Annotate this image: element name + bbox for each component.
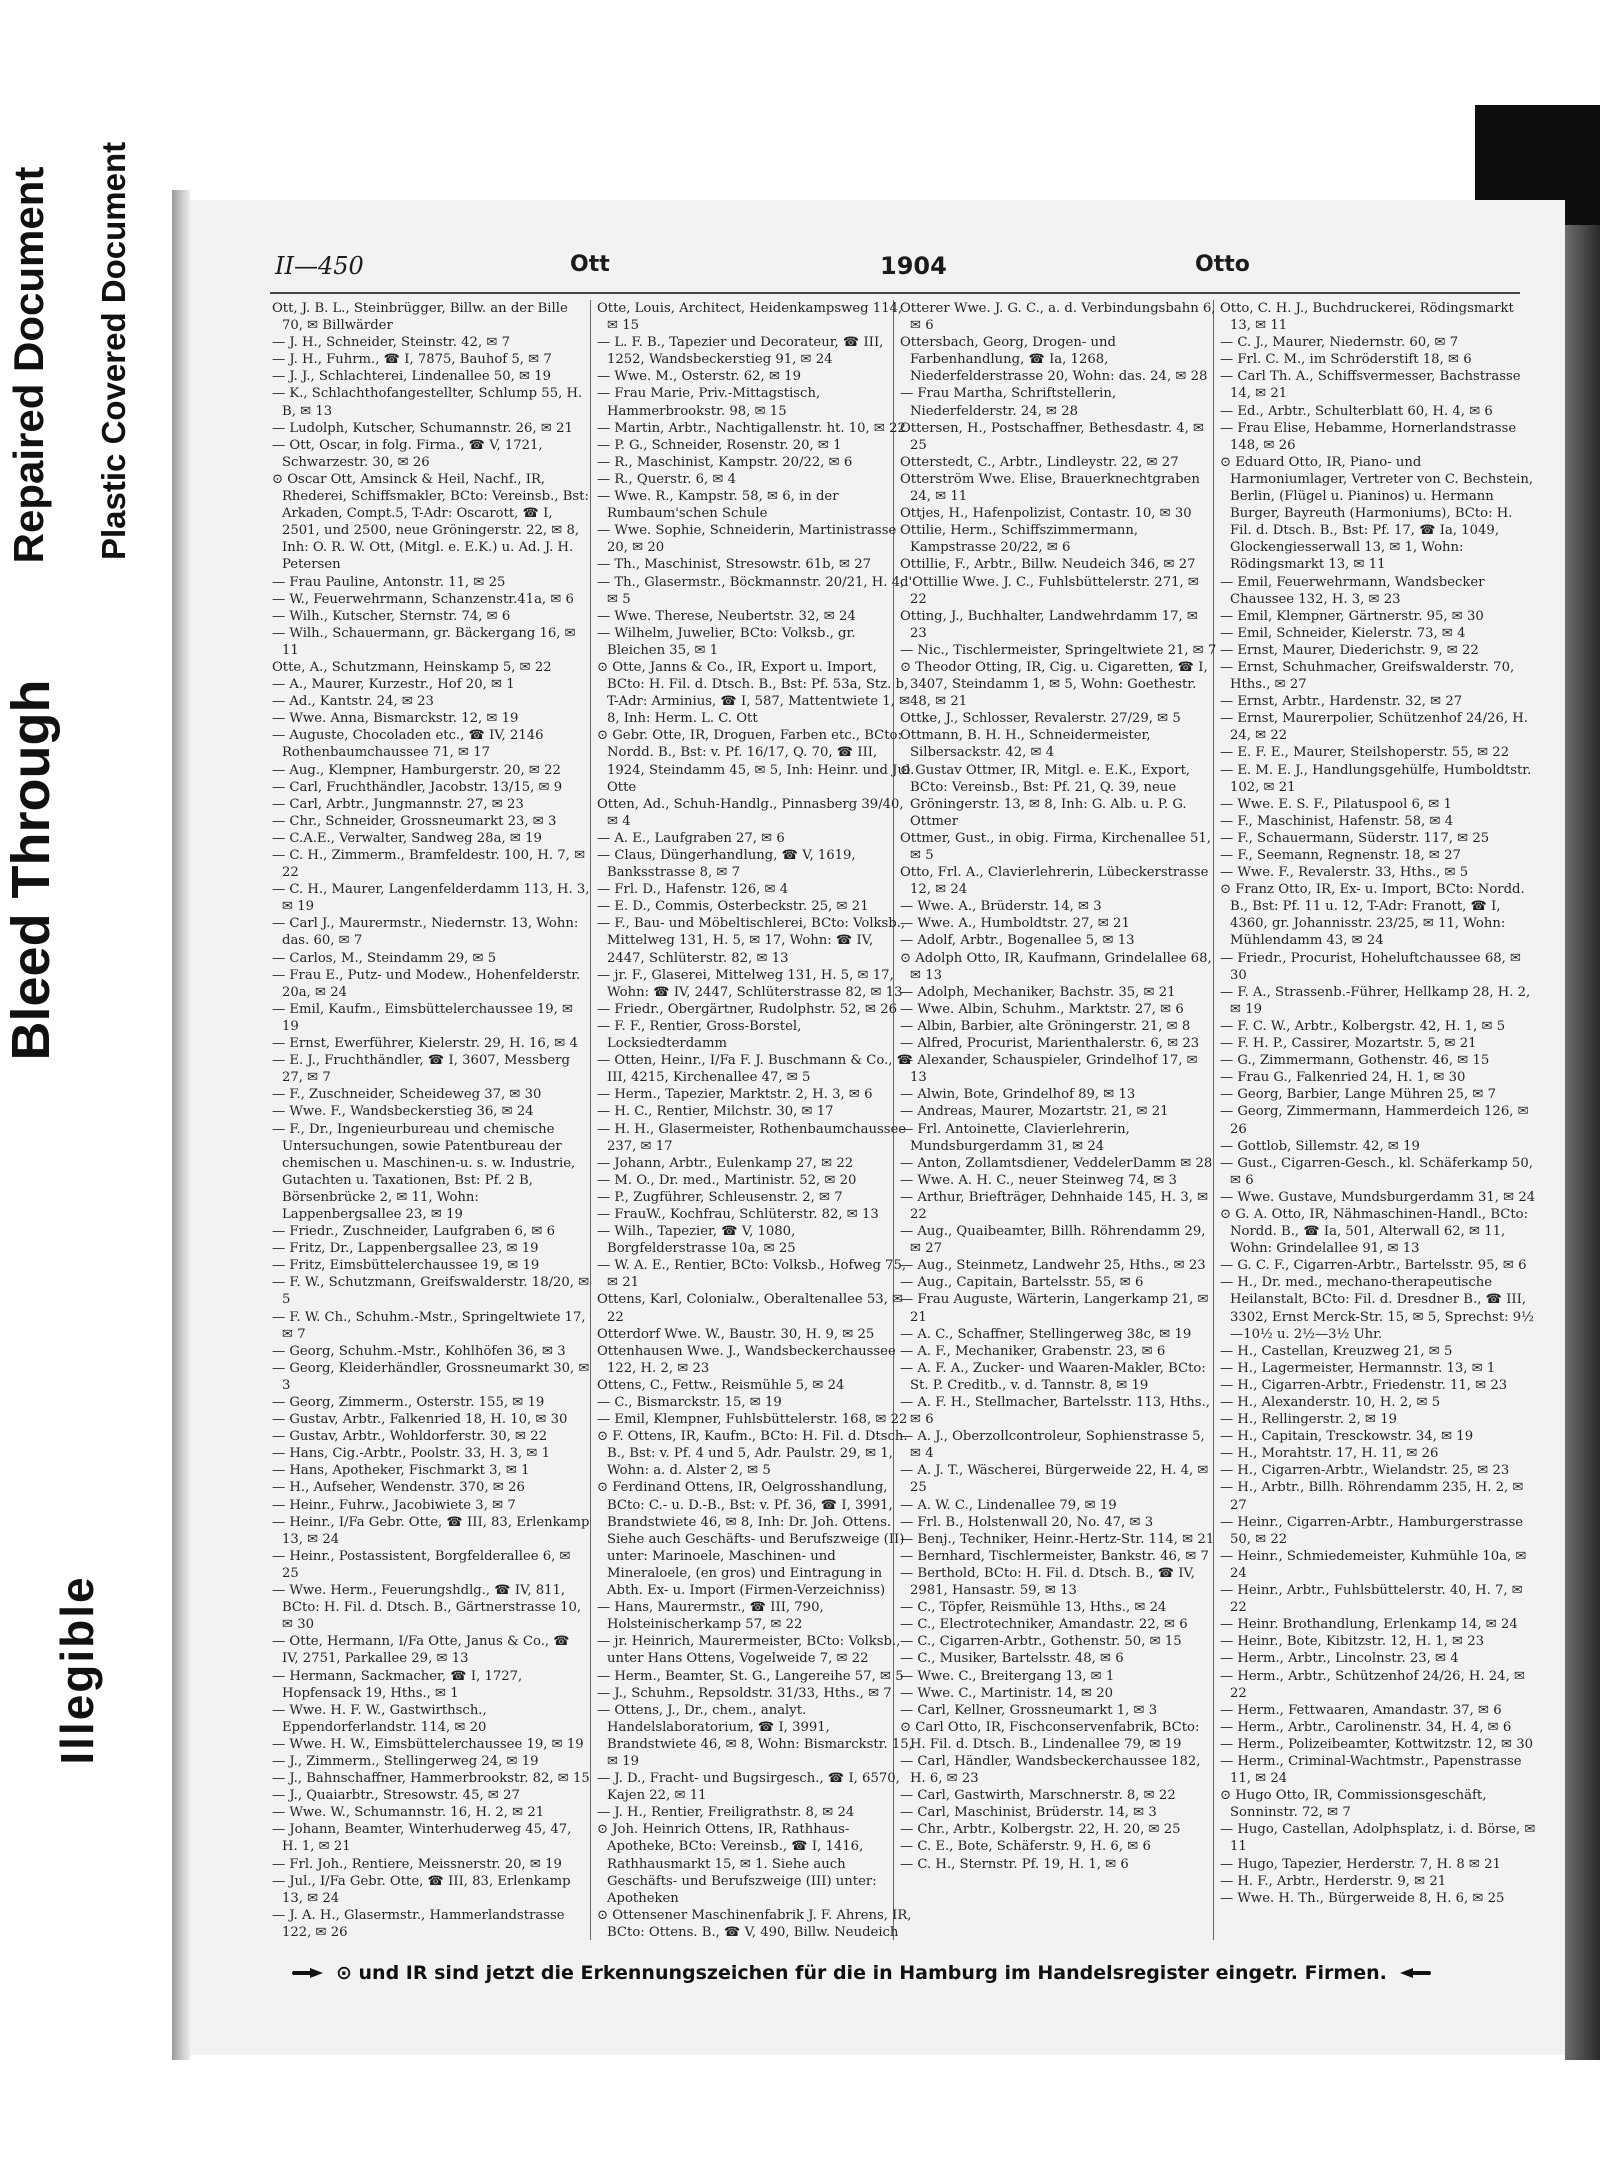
directory-entry: — Herm., Fettwaaren, Amandastr. 37, ✉ 6 [1220,1702,1502,1718]
directory-entry: Otterström Wwe. Elise, Brauerknechtgraben 24, ✉ 11 [900,471,1200,505]
directory-entry: ⊙ Oscar Ott, Amsinck & Heil, Nachf., IR, Rhederei, Schiffsmakler, BCto: Vereinsb., Bst: Arkaden, Compt.5, T-Adr: Oscarott, ☎ I, 2501, und 2500, neue Gröningerstr. 22, ✉ 8, Inh: O. R. W. Ott, (Mitgl. e. E.K.) u. Ad. J. H. Petersen [272,471,589,573]
directory-entry: — Carl, Maschinist, Brüderstr. 14, ✉ 3 [900,1805,1157,1821]
directory-column-4 [1220,300,1538,1940]
scan-edge [172,190,190,2060]
directory-entry: — Frau Auguste, Wärterin, Langerkamp 21, ✉ 21 [900,1292,1209,1325]
directory-entry: — C.A.E., Verwalter, Sandweg 28a, ✉ 19 [272,830,542,846]
directory-entry: — Ernst, Ewerführer, Kielerstr. 29, H. 16, ✉ 4 [272,1036,578,1052]
plastic-covered-label: Plastic Covered Document [95,141,132,560]
directory-entry: — H., Cigarren-Arbtr., Wielandstr. 25, ✉ 23 [1220,1463,1510,1479]
directory-entry: — F., Seemann, Regnenstr. 18, ✉ 27 [1220,848,1461,863]
directory-entry: — E. J., Fruchthändler, ☎ I, 3607, Messberg 27, ✉ 7 [272,1053,570,1086]
directory-entry: — Herm., Polizeibeamter, Kottwitzstr. 12, ✉ 30 [1220,1736,1533,1752]
directory-entry: Ottke, J., Schlosser, Revalerstr. 27/29, ✉ 5 [900,711,1181,727]
directory-entry: — C., Töpfer, Reismühle 13, Hths., ✉ 24 [900,1600,1167,1616]
directory-entry: — Carlos, M., Steindamm 29, ✉ 5 [272,950,497,966]
directory-entry: — Ludolph, Kutscher, Schumannstr. 26, ✉ 21 [272,420,573,436]
directory-entry: Ottens, C., Fettw., Reismühle 5, ✉ 24 [597,1377,845,1393]
directory-entry: — Herm., Arbtr., Schützenhof 24/26, H. 24, ✉ 22 [1220,1668,1526,1701]
directory-entry: — A. F. A., Zucker- und Waaren-Makler, BCto: St. P. Creditb., v. d. Tannstr. 8, ✉ 19 [900,1360,1206,1393]
directory-entry: — H., Capitain, Tresckowstr. 34, ✉ 19 [1220,1429,1474,1445]
directory-entry: — Benj., Techniker, Heinr.-Hertz-Str. 114, ✉ 21 [900,1531,1215,1547]
annotation-strip [0,0,165,2177]
directory-entry: — Wwe. F., Wandsbeckerstieg 36, ✉ 24 [272,1104,534,1120]
directory-entry: — Emil, Kaufm., Eimsbüttelerchaussee 19, ✉ 19 [272,1001,574,1034]
directory-entry: ⊙ Theodor Otting, IR, Cig. u. Cigaretten, ☎ I, 3407, Steindamm 1, ✉ 5, Wohn: Goethestr. 48, ✉ 21 [900,659,1208,710]
directory-entry: — C. H., Maurer, Langenfelderdamm 113, H. 3, ✉ 19 [272,882,590,915]
directory-entry: — Aug., Steinmetz, Landwehr 25, Hths., ✉ 23 [900,1258,1206,1274]
directory-entry: — Wwe. A. H. C., neuer Steinweg 74, ✉ 3 [900,1172,1177,1188]
directory-entry: ⊙ Ottensener Maschinenfabrik J. F. Ahrens, IR, BCto: Ottens. B., ☎ V, 490, Billw. Neudeich [597,1907,912,1940]
directory-entry: ⊙ Gustav Ottmer, IR, Mitgl. e. E.K., Export, BCto: Vereinsb., Bst: Pf. 21, Q. 39, neue Gröningerstr. 13, ✉ 8, Inh: G. Alb. u. P. G. Ottmer [900,762,1191,829]
directory-entry: — Andreas, Maurer, Mozartstr. 21, ✉ 21 [900,1104,1169,1120]
directory-entry: — Heinr., Cigarren-Arbtr., Hamburgerstrasse 50, ✉ 22 [1220,1514,1524,1547]
directory-entry: — Jul., I/Fa Gebr. Otte, ☎ III, 83, Erlenkamp 13, ✉ 24 [272,1873,571,1906]
directory-entry: ⊙ F. Ottens, IR, Kaufm., BCto: H. Fil. d. Dtsch. B., Bst: v. Pf. 4 und 5, Adr. Paulstr. 29, ✉ 1, Wohn: a. d. Alster 2, ✉ 5 [597,1429,908,1479]
directory-entry: — Wwe. H. F. W., Gastwirthsch., Eppendorferlandstr. 114, ✉ 20 [272,1702,487,1735]
directory-entry: — Frau G., Falkenried 24, H. 1, ✉ 30 [1220,1070,1466,1086]
directory-entry: — Th., Maschinist, Stresowstr. 61b, ✉ 27 [597,557,872,573]
directory-entry: — H., Dr. med., mechano-therapeutische Heilanstalt, BCto: Fil. d. Dresdner B., ☎ III, 3302, Ernst Merck-Str. 15, ✉ 5, Sprechst: 9½—10½ u. 2½—3½ Uhr. [1220,1275,1534,1342]
directory-entry: — Georg, Zimmerm., Osterstr. 155, ✉ 19 [272,1395,545,1410]
directory-entry: — Emil, Feuerwehrmann, Wandsbecker Chaussee 132, H. 3, ✉ 23 [1220,574,1485,607]
directory-entry: — FrauW., Kochfrau, Schlüterstr. 82, ✉ 13 [597,1206,879,1222]
directory-entry: — Fritz, Dr., Lappenbergsallee 23, ✉ 19 [272,1241,539,1257]
directory-entry: — Ed., Arbtr., Schulterblatt 60, H. 4, ✉ 6 [1220,403,1493,419]
directory-entry: — H., Morahtstr. 17, H. 11, ✉ 26 [1220,1446,1439,1462]
directory-entry: — Carl, Fruchthändler, Jacobstr. 13/15, ✉ 9 [272,779,563,795]
directory-entry: Otterstedt, C., Arbtr., Lindleystr. 22, ✉ 27 [900,454,1179,470]
directory-entry: Otterdorf Wwe. W., Baustr. 30, H. 9, ✉ 25 [597,1326,875,1342]
directory-entry: — A. F., Mechaniker, Grabenstr. 23, ✉ 6 [900,1343,1166,1359]
directory-entry: — Carl, Händler, Wandsbeckerchaussee 182, H. 6, ✉ 23 [900,1753,1201,1787]
directory-entry: — Georg, Barbier, Lange Mühren 25, ✉ 7 [1220,1087,1496,1103]
directory-entry: — Wwe. Therese, Neubertstr. 32, ✉ 24 [597,608,856,624]
directory-entry: — Hugo, Castellan, Adolphsplatz, i. d. Börse, ✉ 11 [1220,1822,1536,1855]
directory-entry: — J. D., Fracht- und Bugsirgesch., ☎ I, 6570, Kajen 22, ✉ 11 [597,1771,900,1804]
directory-entry: ⊙ Eduard Otto, IR, Piano- und Harmoniumlager, Vertreter von C. Bechstein, Berlin, (Flügel u. Pianinos) u. Hermann Burger, Bayreuth (Harmoniums), BCto: H. Fil. d. Dtsch. B., Bst: Pf. 17, ☎ Ia, 1049, Glockengiesserwall 13, ✉ 1, Wohn: Rödingsmarkt 13, ✉ 11 [1220,454,1534,573]
directory-entry: Otterer Wwe. J. G. C., a. d. Verbindungsbahn 6, ✉ 6 [900,301,1216,334]
directory-entry: — Heinr., Postassistent, Borgfelderallee 6, ✉ 25 [272,1548,571,1581]
directory-entry: — E. F. E., Maurer, Steilshoperstr. 55, ✉ 22 [1220,745,1510,761]
directory-entry: — Frau Elise, Hebamme, Hornerlandstrasse 148, ✉ 26 [1220,420,1517,453]
directory-entry: — M. O., Dr. med., Martinistr. 52, ✉ 20 [597,1172,857,1188]
directory-entry: — Carl, Kellner, Grossneumarkt 1, ✉ 3 [900,1702,1158,1718]
directory-entry: — Carl Th. A., Schiffsvermesser, Bachstrasse 14, ✉ 21 [1220,369,1521,402]
directory-entry: — Wwe. E. S. F., Pilatuspool 6, ✉ 1 [1220,796,1452,812]
directory-entry: — H. H., Glasermeister, Rothenbaumchaussee 237, ✉ 17 [597,1121,907,1154]
directory-entry: — Wwe. A., Brüderstr. 14, ✉ 3 [900,899,1102,915]
directory-entry: Ottjes, H., Hafenpolizist, Contastr. 10, ✉ 30 [900,506,1192,522]
directory-entry: — J., Zimmerm., Stellingerweg 24, ✉ 19 [272,1753,539,1769]
directory-entry: — Gust., Cigarren-Gesch., kl. Schäferkamp 50, ✉ 6 [1220,1155,1533,1188]
directory-entry: ⊙ Joh. Heinrich Ottens, IR, Rathhaus-Apotheke, BCto: Vereinsb., ☎ I, 1416, Rathhausmarkt 15, ✉ 1. Siehe auch Geschäfts- und Berufszweige (III) unter: Apotheken [597,1822,877,1906]
directory-entry: — Carl J., Maurermstr., Niedernstr. 13, Wohn: das. 60, ✉ 7 [272,916,579,949]
directory-entry: — A. E., Laufgraben 27, ✉ 6 [597,830,785,846]
directory-entry: Otte, Louis, Architect, Heidenkampsweg 114, ✉ 15 [597,301,903,334]
directory-entry: Otten, Ad., Schuh-Handlg., Pinnasberg 39/40, ✉ 4 [597,796,904,829]
directory-entry: — Frau Marie, Priv.-Mittagstisch, Hammerbrookstr. 98, ✉ 15 [597,386,821,419]
directory-entry: — Heinr., I/Fa Gebr. Otte, ☎ III, 83, Erlenkamp 13, ✉ 24 [272,1514,590,1547]
repaired-document-label: Repaired Document [5,166,52,564]
directory-entry: — C. E., Bote, Schäferstr. 9, H. 6, ✉ 6 [900,1839,1151,1855]
directory-entry: — H., Cigarren-Arbtr., Friedenstr. 11, ✉ 23 [1220,1377,1508,1393]
directory-entry: — F. H. P., Cassirer, Mozartstr. 5, ✉ 21 [1220,1036,1477,1052]
directory-entry: — Hans, Maurermstr., ☎ III, 790, Holsteinischerkamp 57, ✉ 22 [597,1600,824,1633]
directory-entry: — Adolf, Arbtr., Bogenallee 5, ✉ 13 [900,933,1135,949]
directory-entry: — W. A. E., Rentier, BCto: Volksb., Hofweg 75, ✉ 21 [597,1258,907,1291]
directory-entry: — H., Alexanderstr. 10, H. 2, ✉ 5 [1220,1395,1441,1410]
directory-entry: — Th., Glasermstr., Böckmannstr. 20/21, H. 4, ✉ 5 [597,574,905,607]
directory-entry: — Johann, Arbtr., Eulenkamp 27, ✉ 22 [597,1155,854,1171]
directory-entry: Ottenhausen Wwe. J., Wandsbeckerchaussee 122, H. 2, ✉ 23 [597,1343,896,1376]
directory-entry: — H., Arbtr., Billh. Röhrendamm 235, H. 2, ✉ 27 [1220,1480,1524,1513]
directory-entry: — Wwe. Anna, Bismarckstr. 12, ✉ 19 [272,711,519,727]
directory-entry: — Ottens, J., Dr., chem., analyt. Handelslaboratorium, ☎ I, 3991, Brandstwiete 46, ✉ 8, Wohn: Bismarckstr. 15, ✉ 19 [597,1702,913,1769]
directory-entry: ⊙ Carl Otto, IR, Fischconservenfabrik, BCto: H. Fil. d. Dtsch. B., Lindenallee 79, ✉ 19 [900,1719,1200,1752]
directory-entry: — Herm., Tapezier, Marktstr. 2, H. 3, ✉ 6 [597,1087,873,1103]
directory-entry: — Wwe. W., Schumannstr. 16, H. 2, ✉ 21 [272,1805,545,1821]
directory-entry: — Wwe. C., Breitergang 13, ✉ 1 [900,1668,1115,1684]
directory-entry: — C. H., Zimmerm., Bramfeldestr. 100, H. 7, ✉ 22 [272,848,586,881]
directory-entry: — Hans, Apotheker, Fischmarkt 3, ✉ 1 [272,1463,530,1479]
directory-entry: — Chr., Arbtr., Kolbergstr. 22, H. 20, ✉ 25 [900,1822,1181,1838]
directory-entry: — A. J., Oberzollcontroleur, Sophienstrasse 5, ✉ 4 [900,1429,1205,1462]
directory-entry: — J., Quaiarbtr., Stresowstr. 45, ✉ 27 [272,1788,520,1804]
directory-entry: — Heinr., Bote, Kibitzstr. 12, H. 1, ✉ 23 [1220,1634,1485,1650]
illegible-label: Illegible [51,1575,103,1765]
directory-entry: — Herm., Arbtr., Carolinenstr. 34, H. 4, ✉ 6 [1220,1719,1512,1735]
directory-entry: — Frl. Joh., Rentiere, Meissnerstr. 20, ✉ 19 [272,1856,562,1872]
directory-entry: — Wwe. Sophie, Schneiderin, Martinistrasse 20, ✉ 20 [597,523,897,556]
directory-entry: Ottmer, Gust., in obig. Firma, Kirchenallee 51, ✉ 5 [900,830,1211,863]
directory-entry: — C., Electrotechniker, Amandastr. 22, ✉ 6 [900,1617,1188,1633]
scan-dark-band [1565,225,1600,2060]
footer-text: ⊙ und IR sind jetzt die Erkennungszeichen für die in Hamburg im Handelsregister eingetr. Firmen. [336,1962,1387,1984]
directory-entry: — Aug., Capitain, Bartelsstr. 55, ✉ 6 [900,1275,1144,1291]
bleed-through-label: Bleed Through [1,679,61,1061]
directory-entry: — Ernst, Maurerpolier, Schützenhof 24/26, H. 24, ✉ 22 [1220,711,1528,744]
column-divider [590,300,591,1940]
directory-entry: — Emil, Schneider, Kielerstr. 73, ✉ 4 [1220,625,1466,641]
directory-entry: — F. F., Rentier, Gross-Borstel, Locksiedterdamm [597,1018,802,1052]
directory-entry: — Wwe. Herm., Feuerungshdlg., ☎ IV, 811, BCto: H. Fil. d. Dtsch. B., Gärtnerstrasse 10, ✉ 30 [272,1583,582,1633]
directory-column-2 [597,300,915,1940]
directory-entry: — Carl, Gastwirth, Marschnerstr. 8, ✉ 22 [900,1788,1176,1804]
directory-entry: — Berthold, BCto: H. Fil. d. Dtsch. B., ☎ IV, 2981, Hansastr. 59, ✉ 13 [900,1565,1195,1599]
page-footer [290,1962,1490,1984]
directory-entry: ⊙ Gebr. Otte, IR, Droguen, Farben etc., BCto: Nordd. B., Bst: v. Pf. 16/17, Q. 70, ☎ III, 1924, Steindamm 45, ✉ 5, Inh: Heinr. und Jul. Otte [597,728,915,795]
directory-entry: — C. J., Maurer, Niedernstr. 60, ✉ 7 [1220,335,1459,351]
running-head-left: Ott [570,252,610,277]
directory-column-3 [900,300,1218,1940]
directory-entry: — A. C., Schaffner, Stellingerweg 38c, ✉ 19 [900,1326,1192,1342]
directory-entry: — Wwe. Gustave, Mundsburgerdamm 31, ✉ 24 [1220,1189,1536,1205]
directory-entry: — Emil, Klempner, Fuhlsbüttelerstr. 168, ✉ 22 [597,1412,908,1428]
directory-entry: — Aug., Klempner, Hamburgerstr. 20, ✉ 22 [272,762,561,778]
directory-entry: — Frl. B., Holstenwall 20, No. 47, ✉ 3 [900,1514,1154,1530]
directory-entry: ⊙ Franz Otto, IR, Ex- u. Import, BCto: Nordd. B., Bst: Pf. 11 u. 12, T-Adr: Franott, ☎ I, 4360, gr. Johannisstr. 23/25, ✉ 11, Wohn: Mühlendamm 43, ✉ 24 [1220,882,1525,949]
directory-entry: ⊙ Ferdinand Ottens, IR, Oelgrosshandlung, BCto: C.- u. D.-B., Bst: v. Pf. 36, ☎ I, 3991, Brandstwiete 46, ✉ 8, Inh: Dr. Joh. Ottens. Siehe auch Geschäfts- und Berufszweige (II) unter: Marinoele, Maschinen- und Mineraloele, (en gros) und Eintragung in Abth. Ex- u. Import (Firmen-Verzeichniss) [597,1480,905,1599]
directory-entry: — J. J., Schlachterei, Lindenallee 50, ✉ 19 [272,369,552,385]
pointing-hand-icon [1399,1965,1433,1981]
directory-entry: — Gottlob, Sillemstr. 42, ✉ 19 [1220,1138,1420,1154]
directory-entry: — G., Zimmermann, Gothenstr. 46, ✉ 15 [1220,1053,1490,1069]
directory-entry: — Alfred, Procurist, Marienthalerstr. 6, ✉ 23 [900,1036,1200,1052]
directory-entry: — Heinr., Schmiedemeister, Kuhmühle 10a, ✉ 24 [1220,1548,1527,1581]
directory-entry: Ottersbach, Georg, Drogen- und Farbenhandlung, ☎ Ia, 1268, Niederfelderstrasse 20, Wohn: das. 24, ✉ 28 [900,335,1208,385]
directory-entry: Ottmann, B. H. H., Schneidermeister, Silbersackstr. 42, ✉ 4 [900,728,1151,761]
directory-entry: Ottens, Karl, Colonialw., Oberaltenallee 53, ✉ 22 [597,1292,904,1325]
directory-entry: — Alexander, Schauspieler, Grindelhof 17, ✉ 13 [900,1053,1198,1086]
directory-entry: — Wwe. F., Revalerstr. 33, Hths., ✉ 5 [1220,865,1469,881]
directory-entry: — Wilh., Schauermann, gr. Bäckergang 16, ✉ 11 [272,625,576,658]
directory-entry: — Emil, Klempner, Gärtnerstr. 95, ✉ 30 [1220,608,1484,624]
directory-entry: — Frau Pauline, Antonstr. 11, ✉ 25 [272,574,506,590]
directory-entry: Ottilie, Herm., Schiffszimmermann, Kampstrasse 20/22, ✉ 6 [900,523,1139,556]
directory-entry: Ottillie, F., Arbtr., Billw. Neudeich 346, ✉ 27 [900,557,1196,573]
directory-entry: Ott, J. B. L., Steinbrügger, Billw. an der Bille 70, ✉ Billwärder [272,301,568,334]
directory-entry: — H., Rellingerstr. 2, ✉ 19 [1220,1412,1397,1428]
directory-entry: — Georg, Schuhm.-Mstr., Kohlhöfen 36, ✉ 3 [272,1343,566,1359]
directory-entry: — F., Schauermann, Süderstr. 117, ✉ 25 [1220,830,1490,846]
directory-entry: — Heinr. Brothandlung, Erlenkamp 14, ✉ 24 [1220,1617,1518,1633]
directory-entry: — Wilh., Kutscher, Sternstr. 74, ✉ 6 [272,608,511,624]
directory-entry: — A. W. C., Lindenallee 79, ✉ 19 [900,1497,1117,1513]
directory-entry: — Otten, Heinr., I/Fa F. J. Buschmann & Co., ☎ III, 4215, Kirchenallee 47, ✉ 5 [597,1053,914,1086]
directory-entry: — L. F. B., Tapezier und Decorateur, ☎ III, 1252, Wandsbeckerstieg 91, ✉ 24 [597,335,884,368]
directory-entry: — Johann, Beamter, Winterhuderweg 45, 47, H. 1, ✉ 21 [272,1822,572,1855]
directory-entry: — Nic., Tischlermeister, Springeltwiete 21, ✉ 7 [900,642,1217,658]
directory-entry: — jr. Heinrich, Maurermeister, BCto: Volksb., unter Hans Ottens, Vogelweide 7, ✉ 22 [597,1634,901,1667]
directory-entry: ⊙ G. A. Otto, IR, Nähmaschinen-Handl., BCto: Nordd. B., ☎ Ia, 501, Alterwall 62, ✉ 11, Wohn: Grindelallee 91, ✉ 13 [1220,1206,1529,1257]
directory-entry: — Gustav, Arbtr., Falkenried 18, H. 10, ✉ 30 [272,1412,568,1428]
directory-entry: — C., Musiker, Bartelsstr. 48, ✉ 6 [900,1651,1124,1667]
directory-entry: — Wilh., Tapezier, ☎ V, 1080, Borgfelderstrasse 10a, ✉ 25 [597,1224,796,1257]
directory-entry: — Wwe. H. W., Eimsbüttelerchaussee 19, ✉ 19 [272,1736,584,1752]
directory-entry: — A., Maurer, Kurzestr., Hof 20, ✉ 1 [272,677,515,693]
directory-entry: Otting, J., Buchhalter, Landwehrdamm 17, ✉ 23 [900,608,1198,641]
directory-entry: — Wwe. C., Martinistr. 14, ✉ 20 [900,1685,1113,1701]
directory-entry: — F., Maschinist, Hafenstr. 58, ✉ 4 [1220,813,1454,829]
year-heading: 1904 [880,252,947,280]
directory-entry: — W., Feuerwehrmann, Schanzenstr.41a, ✉ 6 [272,591,574,607]
directory-entry: — Martin, Arbtr., Nachtigallenstr. ht. 10, ✉ 22 [597,420,906,436]
directory-entry: — G. C. F., Cigarren-Arbtr., Bartelsstr. 95, ✉ 6 [1220,1258,1527,1274]
directory-entry: — Friedr., Zuschneider, Laufgraben 6, ✉ 6 [272,1224,555,1240]
directory-entry: — Bernhard, Tischlermeister, Bankstr. 46, ✉ 7 [900,1548,1209,1564]
directory-entry: — Alwin, Bote, Grindelhof 89, ✉ 13 [900,1087,1136,1103]
directory-entry: — Heinr., Fuhrw., Jacobiwiete 3, ✉ 7 [272,1497,516,1513]
directory-entry: — H. C., Rentier, Milchstr. 30, ✉ 17 [597,1104,834,1120]
directory-entry: Otte, A., Schutzmann, Heinskamp 5, ✉ 22 [272,659,552,675]
directory-entry: — Wwe. R., Kampstr. 58, ✉ 6, in der Rumbaum'schen Schule [597,489,839,522]
directory-entry: — J. A. H., Glasermstr., Hammerlandstrasse 122, ✉ 26 [272,1907,565,1940]
directory-entry: — Ernst, Arbtr., Hardenstr. 32, ✉ 27 [1220,694,1463,710]
directory-entry: — Gustav, Arbtr., Wohldorferstr. 30, ✉ 22 [272,1429,548,1445]
directory-entry: — J. H., Schneider, Steinstr. 42, ✉ 7 [272,335,510,351]
directory-entry: — E. M. E. J., Handlungsgehülfe, Humboldtstr. 102, ✉ 21 [1220,762,1532,795]
directory-entry: — Aug., Quaibeamter, Billh. Röhrendamm 29, ✉ 27 [900,1224,1206,1257]
directory-entry: — E. D., Commis, Osterbeckstr. 25, ✉ 21 [597,899,869,915]
directory-entry: — R., Maschinist, Kampstr. 20/22, ✉ 6 [597,454,853,470]
directory-entry: — Frau Martha, Schriftstellerin, Niederfelderstr. 24, ✉ 28 [900,386,1117,419]
directory-entry: — H., Aufseher, Wendenstr. 370, ✉ 26 [272,1480,525,1496]
directory-entry: — C. H., Sternstr. Pf. 19, H. 1, ✉ 6 [900,1856,1129,1872]
directory-entry: — Frl. Antoinette, Clavierlehrerin, Mundsburgerdamm 31, ✉ 24 [900,1121,1130,1154]
directory-entry: — J. H., Fuhrm., ☎ I, 7875, Bauhof 5, ✉ 7 [272,352,552,368]
directory-entry: — F. W., Schutzmann, Greifswalderstr. 18/20, ✉ 5 [272,1275,590,1308]
directory-entry: — F. A., Strassenb.-Führer, Hellkamp 28, H. 2, ✉ 19 [1220,984,1531,1017]
directory-entry: — Friedr., Obergärtner, Rudolphstr. 52, ✉ 26 [597,1001,897,1017]
directory-entry: — Albin, Barbier, alte Gröningerstr. 21, ✉ 8 [900,1018,1191,1034]
directory-entry: — P. G., Schneider, Rosenstr. 20, ✉ 1 [597,437,842,453]
directory-entry: Otto, C. H. J., Buchdruckerei, Rödingsmarkt 13, ✉ 11 [1220,301,1514,334]
page-number: II—450 [275,252,364,280]
directory-entry: d'Ottillie Wwe. J. C., Fuhlsbüttelerstr. 271, ✉ 22 [900,574,1199,607]
directory-entry: — J. H., Rentier, Freiligrathstr. 8, ✉ 24 [597,1805,855,1821]
directory-entry: — Fritz, Eimsbüttelerchaussee 19, ✉ 19 [272,1258,540,1274]
directory-entry: — K., Schlachthofangestellter, Schlump 55, H. B, ✉ 13 [272,386,583,419]
directory-entry: — Adolph, Mechaniker, Bachstr. 35, ✉ 21 [900,984,1176,1000]
directory-entry: — Wwe. M., Osterstr. 62, ✉ 19 [597,369,801,385]
directory-entry: — J., Schuhm., Repsoldstr. 31/33, Hths., ✉ 7 [597,1685,892,1701]
directory-entry: ⊙ Adolph Otto, IR, Kaufmann, Grindelallee 68, ✉ 13 [900,950,1212,983]
directory-entry: — P., Zugführer, Schleusenstr. 2, ✉ 7 [597,1189,843,1205]
directory-page [190,200,1565,2055]
directory-entry: — Arthur, Briefträger, Dehnhaide 145, H. 3, ✉ 22 [900,1189,1209,1222]
directory-entry: Otto, Frl. A., Clavierlehrerin, Lübeckerstrasse 12, ✉ 24 [900,865,1209,898]
directory-entry: — Hermann, Sackmacher, ☎ I, 1727, Hopfensack 19, Hths., ✉ 1 [272,1668,523,1701]
directory-entry: — F., Bau- und Möbeltischlerei, BCto: Volksb., Mittelweg 131, H. 5, ✉ 17, Wohn: ☎ IV, 2447, Schlüterstr. 82, ✉ 13 [597,916,906,966]
directory-column-1 [272,300,590,1940]
directory-entry: — Ernst, Schuhmacher, Greifswalderstr. 70, Hths., ✉ 27 [1220,659,1515,693]
directory-entry: Ottersen, H., Postschaffner, Bethesdastr. 4, ✉ 25 [900,420,1205,453]
directory-entry: — Ott, Oscar, in folg. Firma., ☎ V, 1721, Schwarzestr. 30, ✉ 26 [272,437,543,470]
directory-entry: — Ad., Kantstr. 24, ✉ 23 [272,694,434,710]
directory-entry: — H. F., Arbtr., Herderstr. 9, ✉ 21 [1220,1873,1447,1889]
directory-entry: — Wilhelm, Juwelier, BCto: Volksb., gr. Bleichen 35, ✉ 1 [597,625,856,658]
directory-entry: ⊙ Hugo Otto, IR, Commissionsgeschäft, Sonninstr. 72, ✉ 7 [1220,1788,1487,1821]
running-head-right: Otto [1195,252,1250,277]
directory-entry: — jr. F., Glaserei, Mittelweg 131, H. 5, ✉ 17, Wohn: ☎ IV, 2447, Schlüterstrasse 82, ✉ 13 [597,967,903,1000]
directory-entry: — F. W. Ch., Schuhm.-Mstr., Springeltwiete 17, ✉ 7 [272,1309,586,1342]
directory-entry: — Ernst, Maurer, Diederichstr. 9, ✉ 22 [1220,642,1479,658]
directory-entry: ⊙ Otte, Janns & Co., IR, Export u. Import, BCto: H. Fil. d. Dtsch. B., Bst: Pf. 53a, Stz. b, T-Adr: Arminius, ☎ I, 587, Mattentwiete 1, ✉ 8, Inh: Herm. L. C. Ott [597,659,911,727]
directory-entry: — C., Bismarckstr. 15, ✉ 19 [597,1395,782,1410]
directory-entry: — Wwe. Albin, Schuhm., Marktstr. 27, ✉ 6 [900,1001,1184,1017]
directory-entry: — Frl. D., Hafenstr. 126, ✉ 4 [597,882,789,898]
directory-entry: — Georg, Zimmermann, Hammerdeich 126, ✉ 26 [1220,1104,1529,1137]
directory-entry: — Heinr., Arbtr., Fuhlsbüttelerstr. 40, H. 7, ✉ 22 [1220,1583,1523,1616]
header-rule [270,292,1520,294]
directory-entry: — Claus, Düngerhandlung, ☎ V, 1619, Banksstrasse 8, ✉ 7 [597,848,856,881]
directory-entry: — Friedr., Procurist, Hoheluftchaussee 68, ✉ 30 [1220,950,1522,983]
directory-entry: — Auguste, Chocoladen etc., ☎ IV, 2146 Rothenbaumchaussee 71, ✉ 17 [272,728,544,761]
directory-entry: — F., Zuschneider, Scheideweg 37, ✉ 30 [272,1087,542,1103]
directory-entry: — Herm., Criminal-Wachtmstr., Papenstrasse 11, ✉ 24 [1220,1753,1522,1787]
directory-entry: — J., Bahnschaffner, Hammerbrookstr. 82, ✉ 15 [272,1771,590,1787]
directory-entry: — Hugo, Tapezier, Herderstr. 7, H. 8 ✉ 21 [1220,1856,1501,1872]
directory-entry: — R., Querstr. 6, ✉ 4 [597,471,737,487]
directory-entry: — Wwe. A., Humboldtstr. 27, ✉ 21 [900,916,1130,932]
directory-entry: — Frl. C. M., im Schröderstift 18, ✉ 6 [1220,352,1472,368]
directory-entry: — Carl, Arbtr., Jungmannstr. 27, ✉ 23 [272,796,524,812]
directory-entry: — Otte, Hermann, I/Fa Otte, Janus & Co., ☎ IV, 2751, Parkallee 29, ✉ 13 [272,1634,570,1667]
directory-entry: — Frau E., Putz- und Modew., Hohenfelderstr. 20a, ✉ 24 [272,967,581,1000]
directory-entry: — H., Castellan, Kreuzweg 21, ✉ 5 [1220,1343,1453,1359]
directory-entry: — Herm., Arbtr., Lincolnstr. 23, ✉ 4 [1220,1651,1459,1667]
directory-entry: — Georg, Kleiderhändler, Grossneumarkt 30, ✉ 3 [272,1360,590,1393]
directory-entry: — Hans, Cig.-Arbtr., Poolstr. 33, H. 3, ✉ 1 [272,1446,550,1462]
directory-entry: — Herm., Beamter, St. G., Langereihe 57, ✉ 5 [597,1668,904,1684]
directory-entry: — H., Lagermeister, Hermannstr. 13, ✉ 1 [1220,1360,1496,1376]
directory-entry: — C., Cigarren-Arbtr., Gothenstr. 50, ✉ 15 [900,1634,1182,1650]
directory-entry: — A. F. H., Stellmacher, Bartelsstr. 113, Hths., ✉ 6 [900,1395,1210,1428]
directory-entry: — F., Dr., Ingenieurbureau und chemische Untersuchungen, sowie Patentbureau der chemischen u. Maschinen-u. s. w. Industrie, Gutachten u. Taxationen, Bst: Pf. 2 B, Börsenbrücke 2, ✉ 11, Wohn: Lappenbergsallee 23, ✉ 19 [272,1121,576,1222]
directory-entry: — Chr., Schneider, Grossneumarkt 23, ✉ 3 [272,813,557,829]
pointing-hand-icon [290,1965,324,1981]
directory-entry: — A. J. T., Wäscherei, Bürgerweide 22, H. 4, ✉ 25 [900,1463,1209,1496]
directory-entry: — F. C. W., Arbtr., Kolbergstr. 42, H. 1, ✉ 5 [1220,1018,1506,1034]
directory-entry: — Anton, Zollamtsdiener, VeddelerDamm ✉ 28 [900,1155,1213,1171]
directory-entry: — Wwe. H. Th., Bürgerweide 8, H. 6, ✉ 25 [1220,1890,1505,1906]
